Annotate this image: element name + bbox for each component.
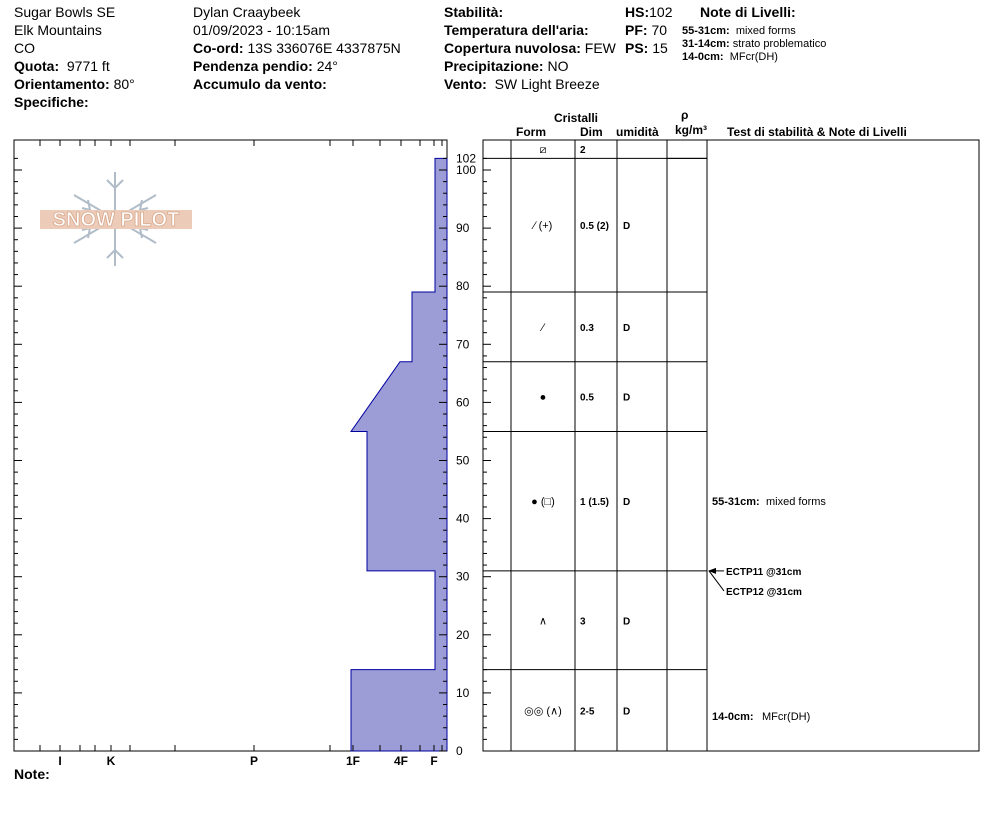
copertura-value: FEW <box>584 40 616 56</box>
grain-size: 0.5 <box>580 392 594 404</box>
density-symbol: ρ <box>681 108 689 122</box>
pf-value: 70 <box>651 22 668 38</box>
grain-form: ∧ <box>538 615 548 628</box>
layer-rows <box>483 144 707 751</box>
layer-note-range: 55-31cm: <box>682 25 730 37</box>
form-header: Form <box>516 125 546 139</box>
precipitazione-label: Precipitazione: <box>444 58 544 74</box>
hs-value: 102 <box>649 4 673 20</box>
ps-value: 15 <box>652 40 668 56</box>
depth-tick-label: 90 <box>456 221 470 236</box>
grain-size: 1 (1.5) <box>580 497 609 509</box>
cristalli-header: Cristalli <box>554 111 599 125</box>
layer-comment-range: 14-0cm: <box>712 711 754 724</box>
vento-label: Vento: <box>444 76 487 92</box>
layer-note-text: MFcr(DH) <box>729 51 778 63</box>
layer-note-text: strato problematico <box>732 38 827 50</box>
pendenza-label: Pendenza pendio: <box>193 58 313 74</box>
hardness-label-4f: 4F <box>393 754 409 768</box>
moisture: D <box>623 497 631 509</box>
snowpilot-watermark <box>40 172 192 266</box>
layer-comment-range: 55-31cm: <box>712 496 760 509</box>
quota-label: Quota: <box>14 58 60 74</box>
depth-tick-label: 100 <box>456 163 477 177</box>
depth-top-label: 102 <box>456 151 477 166</box>
grain-size: 3 <box>580 616 586 628</box>
pendenza-value: 24° <box>316 58 338 74</box>
temperatura-label: Temperatura dell'aria: <box>444 22 589 38</box>
hardness-label-1f: 1F <box>345 754 361 768</box>
layer-comment-text: MFcr(DH) <box>762 711 811 724</box>
mountain-range: Elk Mountains <box>14 22 102 38</box>
depth-tick-label: 0 <box>456 744 463 758</box>
copertura-label: Copertura nuvolosa: <box>444 40 581 56</box>
depth-tick-label: 50 <box>456 453 470 468</box>
coord-label: Co-ord: <box>193 40 244 56</box>
grain-size: 2 <box>580 145 586 157</box>
layer-comment <box>712 496 826 508</box>
grain-form: ⁄ (+) <box>533 220 553 233</box>
vento-value: SW Light Breeze <box>494 76 600 92</box>
orientation-value: 80° <box>113 76 135 92</box>
layer-table-frame <box>483 140 979 751</box>
coord-value: 13S 336076E 4337875N <box>247 40 401 56</box>
observer-name: Dylan Craaybeek <box>193 4 301 20</box>
location-name: Sugar Bowls SE <box>14 4 116 20</box>
state: CO <box>14 40 35 56</box>
stability-leader-line <box>709 571 724 591</box>
watermark-text: SNOW PILOT <box>52 209 180 231</box>
grain-size: 0.5 (2) <box>580 221 609 233</box>
depth-tick-label: 40 <box>456 511 470 526</box>
specifiche-label: Specifiche: <box>14 94 89 110</box>
moisture: D <box>623 221 631 233</box>
depth-tick-label: 20 <box>456 627 470 642</box>
hardness-label-f: F <box>430 754 438 768</box>
grain-form: ⁄ <box>542 321 544 334</box>
layer-comment-text: mixed forms <box>766 496 826 509</box>
stability-test-label: ECTP11 @31cm <box>726 566 802 578</box>
dim-header: Dim <box>580 125 603 139</box>
grain-form: ● <box>539 391 547 404</box>
layer-comment <box>712 711 810 723</box>
layer-note-range: 14-0cm: <box>682 51 724 63</box>
moisture: D <box>623 392 631 404</box>
depth-tick-label: 70 <box>456 337 470 352</box>
moisture: D <box>623 616 631 628</box>
depth-tick-label: 80 <box>456 279 470 294</box>
density-unit-header: kg/m³ <box>675 123 708 137</box>
ps-label: PS: <box>625 40 649 56</box>
observation-datetime: 01/09/2023 - 10:15am <box>193 22 330 38</box>
layer-note-text: mixed forms <box>735 25 796 37</box>
layer-note-range: 31-14cm: <box>682 38 730 50</box>
hs-label: HS: <box>625 4 650 20</box>
orientation-label: Orientamento: <box>14 76 110 92</box>
depth-tick-label: 10 <box>456 685 470 700</box>
note-livelli-title: Note di Livelli: <box>700 4 796 20</box>
grain-form: ⧄ <box>539 144 547 157</box>
pf-label: PF: <box>625 22 648 38</box>
hardness-label-p: P <box>249 754 259 768</box>
grain-size: 2-5 <box>580 706 595 718</box>
hardness-profile <box>351 158 447 751</box>
stability-arrow-icon <box>708 568 716 574</box>
moisture: D <box>623 322 631 334</box>
stability-test-label: ECTP12 @31cm <box>726 586 802 598</box>
depth-tick-label: 60 <box>456 395 470 410</box>
stability-tests-header: Test di stabilità & Note di Livelli <box>727 125 907 139</box>
depth-tick-label: 30 <box>456 569 470 584</box>
umidita-header: umidità <box>616 125 659 139</box>
precipitazione-value: NO <box>547 58 569 74</box>
stabilita-label: Stabilità: <box>444 4 504 20</box>
stability-tests <box>708 496 826 723</box>
quota-value: 9771 ft <box>66 58 110 74</box>
hardness-label-k: K <box>106 754 116 768</box>
note-label: Note: <box>14 766 50 782</box>
moisture: D <box>623 706 631 718</box>
grain-form: ◎◎ (∧) <box>524 705 562 718</box>
accumulo-label: Accumulo da vento: <box>193 76 327 92</box>
grain-size: 0.3 <box>580 322 594 334</box>
hardness-area <box>351 158 447 751</box>
hardness-label-i: I <box>58 754 62 768</box>
grain-form: ● (□) <box>531 496 555 509</box>
